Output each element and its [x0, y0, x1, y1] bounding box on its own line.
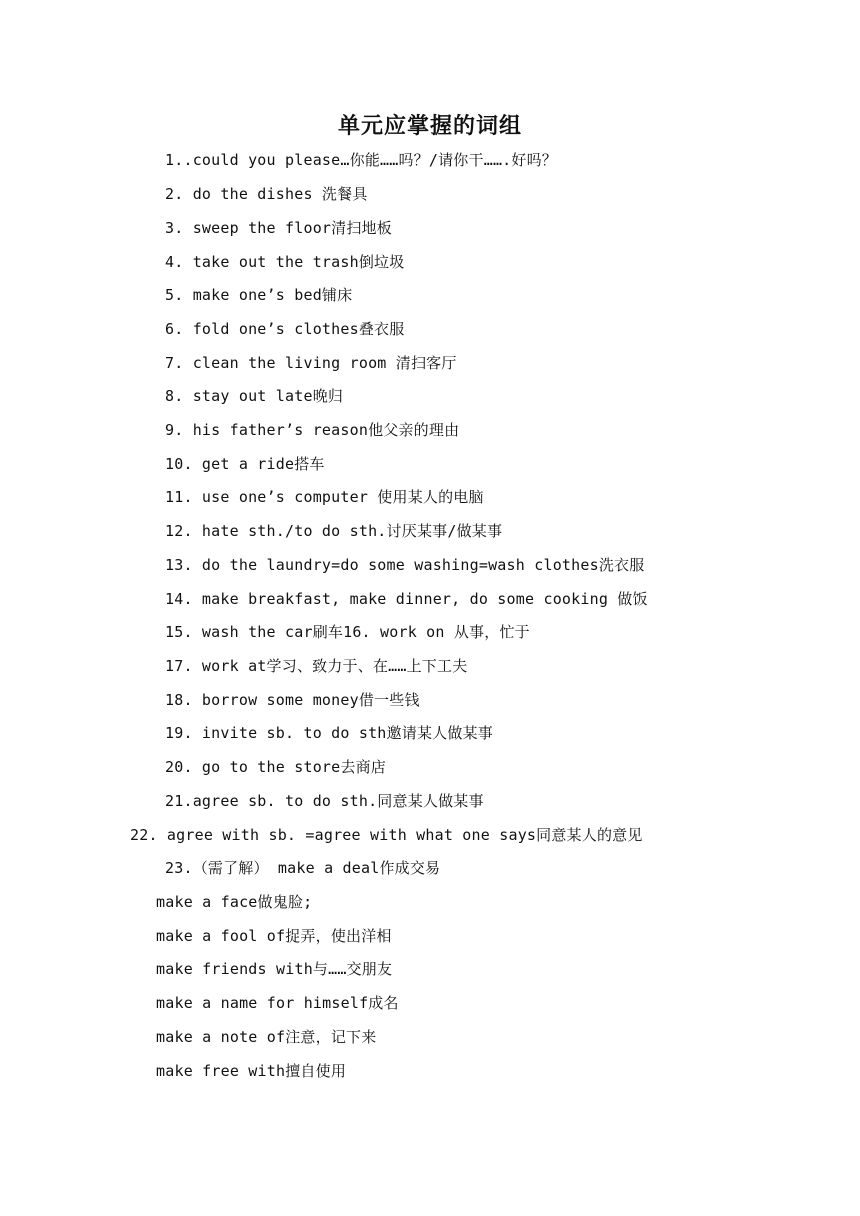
phrase-line-23: 23.（需了解） make a deal作成交易	[165, 859, 441, 877]
phrase-line-13: 13. do the laundry=do some washing=wash clothes洗衣服	[165, 556, 645, 574]
phrase-line-1: 1..could you please…你能……吗？/请你干…….好吗？	[165, 151, 558, 169]
make-phrase-face: make a face做鬼脸;	[156, 893, 313, 911]
phrase-line-19: 19. invite sb. to do sth邀请某人做某事	[165, 724, 493, 742]
phrase-line-22: 22. agree with sb. =agree with what one says同意某人的意见	[130, 826, 643, 844]
phrase-line-5: 5. make one’s bed铺床	[165, 286, 353, 304]
document-title: 单元应掌握的词组	[337, 114, 522, 139]
make-phrase-fool: make a fool of捉弄，使出洋相	[156, 927, 392, 945]
phrase-line-11: 11. use one’s computer 使用某人的电脑	[165, 488, 484, 506]
phrase-line-10: 10. get a ride搭车	[165, 455, 325, 473]
phrase-line-15: 15. wash the car刷车16. work on 从事，忙于	[165, 623, 530, 641]
phrase-line-17: 17. work at学习、致力于、在……上下工夫	[165, 657, 468, 675]
phrase-line-21: 21.agree sb. to do sth.同意某人做某事	[165, 792, 484, 810]
phrase-line-2: 2. do the dishes 洗餐具	[165, 185, 368, 203]
phrase-line-6: 6. fold one’s clothes叠衣服	[165, 320, 405, 338]
make-phrase-friends: make friends with与……交朋友	[156, 960, 393, 978]
make-phrase-note: make a note of注意，记下来	[156, 1028, 377, 1046]
make-phrase-free: make free with擅自使用	[156, 1062, 347, 1080]
phrase-line-9: 9. his father’s reason他父亲的理由	[165, 421, 460, 439]
phrase-line-14: 14. make breakfast, make dinner, do some cooking 做饭	[165, 590, 648, 608]
phrase-line-12: 12. hate sth./to do sth.讨厌某事/做某事	[165, 522, 503, 540]
phrase-line-18: 18. borrow some money借一些钱	[165, 691, 420, 709]
phrase-line-7: 7. clean the living room 清扫客厅	[165, 354, 457, 372]
make-phrase-name: make a name for himself成名	[156, 994, 399, 1012]
phrase-line-8: 8. stay out late晚归	[165, 387, 344, 405]
phrase-line-3: 3. sweep the floor清扫地板	[165, 219, 392, 237]
phrase-line-4: 4. take out the trash倒垃圾	[165, 253, 405, 271]
phrase-line-20: 20. go to the store去商店	[165, 758, 386, 776]
